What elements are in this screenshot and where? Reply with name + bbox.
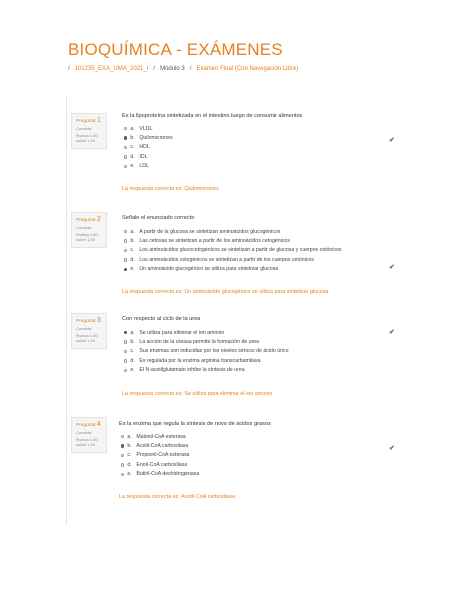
question-points: Puntúa 1,00 bbox=[76, 333, 98, 338]
question-max-points: sobre 1,00 bbox=[76, 442, 95, 447]
radio-button-selected[interactable] bbox=[124, 331, 127, 334]
check-icon: ✔ bbox=[389, 445, 395, 452]
breadcrumb: / 101235_EXA_UMA_2021_I / Módulo 3 / Examen Final (Con Navegación Libre) bbox=[68, 66, 299, 72]
radio-button[interactable] bbox=[124, 350, 127, 353]
answer-option[interactable]: c. Sus enzimas son inducidas por los niveles séricos de ácido úrico bbox=[124, 347, 288, 356]
answer-options-2 bbox=[124, 227, 342, 274]
answer-option[interactable]: b. Quilomicrones bbox=[124, 133, 173, 142]
answer-option[interactable]: d. Es regulada por la enzima arginina transcarbamilasa bbox=[124, 356, 288, 365]
question-max-points: sobre 1,00 bbox=[76, 338, 95, 343]
question-max-points: sobre 1,00 bbox=[76, 237, 95, 242]
question-points: Puntúa 1,00 bbox=[76, 437, 98, 442]
question-info-2 bbox=[71, 212, 107, 248]
question-status: Correcta bbox=[76, 430, 92, 435]
question-text-1: Es la lipoproteína sintetizada en el intestino luego de consumir alimentos bbox=[122, 113, 303, 119]
feedback-text-4: La respuesta correcta es: Acetil-CoA carboxilasa bbox=[119, 494, 235, 500]
radio-button[interactable] bbox=[121, 454, 124, 457]
radio-button[interactable] bbox=[121, 473, 124, 476]
question-info-4 bbox=[71, 417, 107, 453]
radio-button[interactable] bbox=[121, 435, 124, 438]
radio-button-selected[interactable] bbox=[124, 136, 127, 139]
radio-button[interactable] bbox=[124, 239, 127, 242]
answer-option[interactable]: d. Los aminoácidos cetogénicos se sintetizan a partir de los cuerpos cetónicos bbox=[124, 255, 342, 264]
radio-button[interactable] bbox=[124, 369, 127, 372]
content-divider bbox=[66, 95, 67, 525]
answer-option[interactable]: a. Se utiliza para eliminar el ion amonio bbox=[124, 328, 288, 337]
question-number: 1 bbox=[96, 117, 101, 124]
question-text-4: Es la enzima que regula la síntesis de novo de ácidos grasos bbox=[119, 421, 271, 427]
check-icon: ✔ bbox=[389, 329, 395, 336]
feedback-text-2: La respuesta correcta es: Un aminoácido glucogénico se utiliza para sintetizar glucosa bbox=[122, 289, 329, 295]
radio-button[interactable] bbox=[124, 230, 127, 233]
question-status: Correcta bbox=[76, 326, 92, 331]
answer-option[interactable]: b. La acción de la ureasa permite la formación de urea bbox=[124, 337, 288, 346]
check-icon: ✔ bbox=[389, 137, 395, 144]
radio-button[interactable] bbox=[124, 165, 127, 168]
breadcrumb-exam-link[interactable]: Examen Final (Con Navegación Libre) bbox=[196, 66, 299, 72]
answer-option[interactable]: a. Malonil-CoA esterasa bbox=[121, 432, 199, 441]
radio-button[interactable] bbox=[124, 249, 127, 252]
radio-button[interactable] bbox=[124, 258, 127, 261]
answer-option[interactable]: c. HDL bbox=[124, 143, 173, 152]
question-points: Puntúa 1,00 bbox=[76, 232, 98, 237]
radio-button[interactable] bbox=[124, 340, 127, 343]
radio-button[interactable] bbox=[124, 146, 127, 149]
answer-option[interactable]: a. VLDL bbox=[124, 124, 173, 133]
answer-options-4 bbox=[121, 432, 199, 479]
page-title: BIOQUÍMICA - EXÁMENES bbox=[68, 40, 283, 59]
breadcrumb-module[interactable]: Módulo 3 bbox=[160, 66, 185, 72]
question-info-3 bbox=[71, 313, 107, 349]
feedback-text-1: La respuesta correcta es: Quilomicrones bbox=[122, 186, 219, 192]
question-status: Correcta bbox=[76, 126, 92, 131]
answer-option[interactable]: e. LDL bbox=[124, 162, 173, 171]
radio-button-selected[interactable] bbox=[121, 444, 124, 447]
answer-option[interactable]: e. El N-acetilglutamato inhibe la síntesis de urea bbox=[124, 366, 288, 375]
question-points: Puntúa 1,00 bbox=[76, 133, 98, 138]
radio-button-selected[interactable] bbox=[124, 268, 127, 271]
question-number: 3 bbox=[96, 317, 101, 324]
question-number: 2 bbox=[96, 216, 101, 223]
answer-option[interactable]: a. A partir de la glucosa se sintetizan aminoácidos glucogénicos bbox=[124, 227, 342, 236]
answer-option[interactable]: d. Enoil-CoA carboxilasa bbox=[121, 460, 199, 469]
answer-option[interactable]: e. Butiril-CoA deshidrogenasa bbox=[121, 470, 199, 479]
question-info-1 bbox=[71, 113, 107, 149]
answer-option[interactable]: e. Un aminoácido glucogénico se utiliza para sintetizar glucosa bbox=[124, 265, 342, 274]
answer-options-1 bbox=[124, 124, 173, 171]
question-text-2: Señale el enunciado correcto bbox=[122, 215, 195, 221]
radio-button[interactable] bbox=[124, 127, 127, 130]
radio-button[interactable] bbox=[124, 155, 127, 158]
radio-button[interactable] bbox=[124, 359, 127, 362]
question-text-3: Con respecto al ciclo de la urea bbox=[122, 316, 201, 322]
question-max-points: sobre 1,00 bbox=[76, 138, 95, 143]
answer-option[interactable]: c. Propionil-CoA esterasa bbox=[121, 451, 199, 460]
radio-button[interactable] bbox=[121, 463, 124, 466]
feedback-text-3: La respuesta correcta es: Se utiliza para eliminar el ion amonio bbox=[122, 391, 273, 397]
answer-option[interactable]: c. Los aminoácidos glucocetogénicos se sintetizan a partir de glucosa y cuerpos cetónicos bbox=[124, 246, 342, 255]
check-icon: ✔ bbox=[389, 264, 395, 271]
answer-option[interactable]: d. IDL bbox=[124, 152, 173, 161]
question-label: Pregunta bbox=[76, 218, 96, 223]
answer-options-3 bbox=[124, 328, 288, 375]
answer-option[interactable]: b. Las cetosas se sintetizan a partir de los aminoácidos cetogénicos bbox=[124, 236, 342, 245]
question-number: 4 bbox=[96, 421, 101, 428]
question-label: Pregunta bbox=[76, 319, 96, 324]
answer-option[interactable]: b. Acetil-CoA carboxilasa bbox=[121, 441, 199, 450]
breadcrumb-course-link[interactable]: 101235_EXA_UMA_2021_I bbox=[74, 66, 149, 72]
question-label: Pregunta bbox=[76, 423, 96, 428]
question-status: Correcta bbox=[76, 225, 92, 230]
question-label: Pregunta bbox=[76, 119, 96, 124]
